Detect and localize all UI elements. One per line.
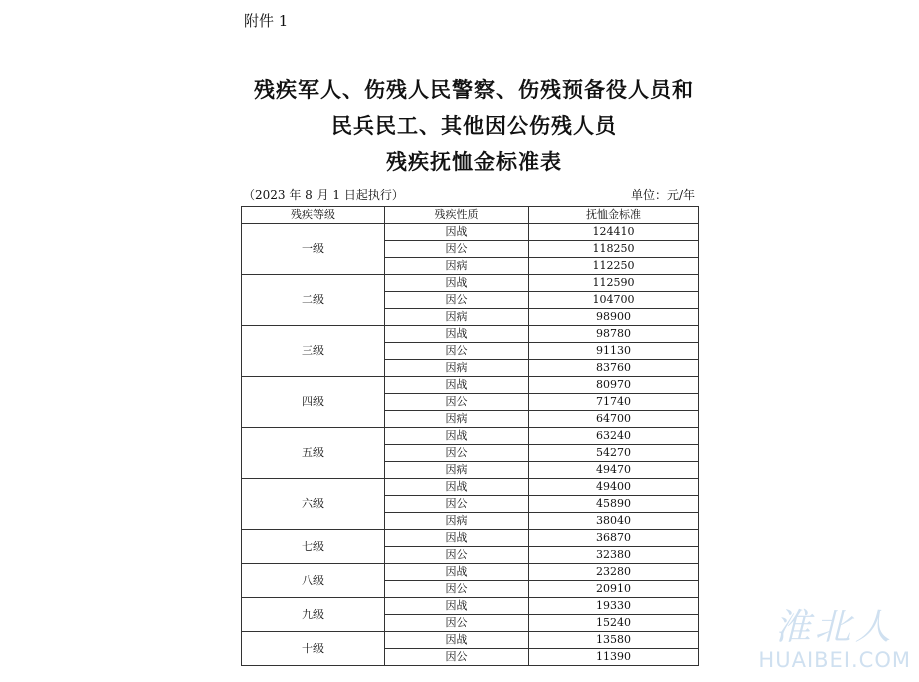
table-row	[242, 479, 699, 496]
nature-cell: 因战	[385, 428, 529, 445]
site-watermark	[758, 608, 911, 672]
header-amount: 抚恤金标准	[529, 207, 699, 224]
nature-cell: 因战	[385, 377, 529, 394]
amount-cell: 71740	[529, 394, 699, 411]
nature-cell: 因战	[385, 598, 529, 615]
nature-cell: 因公	[385, 445, 529, 462]
table-row	[242, 428, 699, 445]
table-header-row	[242, 207, 699, 224]
nature-cell: 因战	[385, 479, 529, 496]
grade-cell: 六级	[242, 479, 385, 530]
watermark-en: HUAIBEI.COM	[758, 648, 911, 672]
grade-cell: 一级	[242, 224, 385, 275]
amount-cell: 112250	[529, 258, 699, 275]
nature-cell: 因病	[385, 411, 529, 428]
amount-cell: 36870	[529, 530, 699, 547]
grade-cell: 三级	[242, 326, 385, 377]
nature-cell: 因战	[385, 530, 529, 547]
amount-cell: 49470	[529, 462, 699, 479]
amount-cell: 91130	[529, 343, 699, 360]
amount-cell: 20910	[529, 581, 699, 598]
nature-cell: 因病	[385, 462, 529, 479]
nature-cell: 因战	[385, 564, 529, 581]
amount-cell: 118250	[529, 241, 699, 258]
document-title	[200, 72, 748, 180]
amount-cell: 104700	[529, 292, 699, 309]
amount-cell: 11390	[529, 649, 699, 666]
amount-cell: 45890	[529, 496, 699, 513]
title-line-3: 残疾抚恤金标准表	[386, 149, 562, 174]
amount-cell: 80970	[529, 377, 699, 394]
nature-cell: 因战	[385, 326, 529, 343]
grade-cell: 九级	[242, 598, 385, 632]
nature-cell: 因公	[385, 394, 529, 411]
amount-cell: 83760	[529, 360, 699, 377]
amount-cell: 23280	[529, 564, 699, 581]
nature-cell: 因病	[385, 513, 529, 530]
nature-cell: 因公	[385, 615, 529, 632]
amount-cell: 32380	[529, 547, 699, 564]
grade-cell: 四级	[242, 377, 385, 428]
grade-cell: 七级	[242, 530, 385, 564]
nature-cell: 因公	[385, 649, 529, 666]
nature-cell: 因公	[385, 241, 529, 258]
annex-label: 附件 1	[244, 12, 289, 30]
table-meta	[241, 186, 699, 204]
nature-cell: 因公	[385, 581, 529, 598]
nature-cell: 因战	[385, 275, 529, 292]
nature-cell: 因病	[385, 360, 529, 377]
table-row	[242, 224, 699, 241]
table-body	[242, 224, 699, 666]
nature-cell: 因公	[385, 496, 529, 513]
nature-cell: 因公	[385, 547, 529, 564]
amount-cell: 13580	[529, 632, 699, 649]
amount-cell: 19330	[529, 598, 699, 615]
nature-cell: 因战	[385, 632, 529, 649]
nature-cell: 因公	[385, 343, 529, 360]
watermark-cn: 淮北人	[774, 607, 895, 648]
header-nature: 残疾性质	[385, 207, 529, 224]
amount-cell: 49400	[529, 479, 699, 496]
table-row	[242, 275, 699, 292]
nature-cell: 因战	[385, 224, 529, 241]
amount-cell: 54270	[529, 445, 699, 462]
amount-cell: 124410	[529, 224, 699, 241]
effective-date: （2023 年 8 月 1 日起执行）	[243, 188, 404, 202]
grade-cell: 八级	[242, 564, 385, 598]
title-line-2: 民兵民工、其他因公伤残人员	[331, 113, 617, 138]
amount-cell: 112590	[529, 275, 699, 292]
nature-cell: 因病	[385, 309, 529, 326]
table-row	[242, 632, 699, 649]
grade-cell: 五级	[242, 428, 385, 479]
header-grade: 残疾等级	[242, 207, 385, 224]
table-row	[242, 377, 699, 394]
amount-cell: 98780	[529, 326, 699, 343]
amount-cell: 64700	[529, 411, 699, 428]
unit-label: 单位：元/年	[630, 188, 695, 202]
nature-cell: 因公	[385, 292, 529, 309]
grade-cell: 十级	[242, 632, 385, 666]
amount-cell: 15240	[529, 615, 699, 632]
pension-standard-table	[241, 206, 699, 666]
nature-cell: 因病	[385, 258, 529, 275]
amount-cell: 38040	[529, 513, 699, 530]
grade-cell: 二级	[242, 275, 385, 326]
table-row	[242, 530, 699, 547]
table-row	[242, 326, 699, 343]
amount-cell: 63240	[529, 428, 699, 445]
title-line-1: 残疾军人、伤残人民警察、伤残预备役人员和	[254, 77, 694, 102]
table-row	[242, 564, 699, 581]
table-row	[242, 598, 699, 615]
amount-cell: 98900	[529, 309, 699, 326]
